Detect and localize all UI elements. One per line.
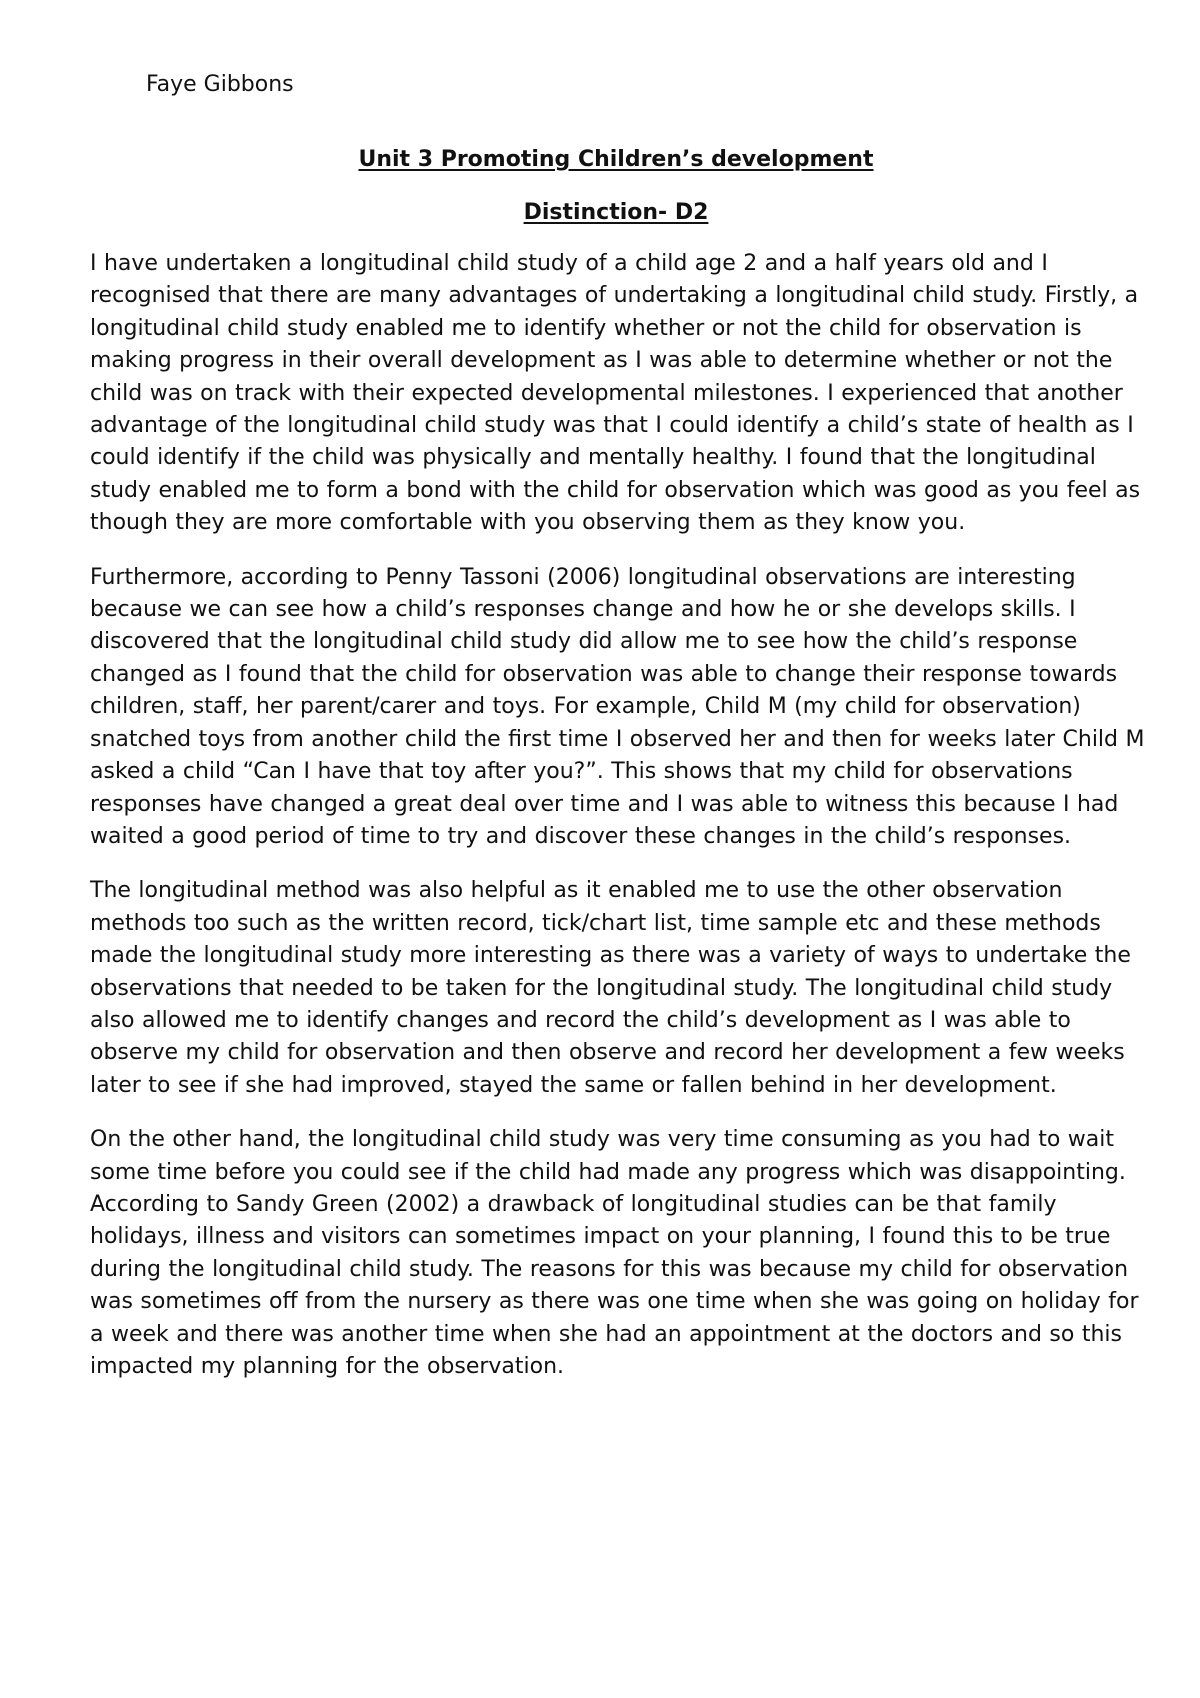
paragraph-drawbacks: On the other hand, the longitudinal child study was very time consuming as you had to wait some time before you could see if the child had made any progress which was disappointing. According to Sandy Green (2002) a drawback of longitudinal studies can be that family holidays, illness and visitors can sometimes impact on your planning, I found this to be true during the longitudinal child study. The reasons for this was because my child for observation was sometimes off from the nursery as there was one time when she was going on holiday for a week and there was another time when she had an appointment at the doctors and so this impacted my planning for the observation. [90, 1127, 1139, 1379]
paragraph-tassoni: Furthermore, according to Penny Tassoni (2006) longitudinal observations are interesting because we can see how a child’s responses change and how he or she develops skills. I discovered that the longitudinal child study did allow me to see how the child’s response changed as I found that the child for observation was able to change their response towards children, staff, her parent/carer and toys. For example, Child M (my child for observation) snatched toys from another child the first time I observed her and then for weeks later Child M asked a child “Can I have that toy after you?”. This shows that my child for observations responses have changed a great deal over time and I was able to witness this because I had waited a good period of time to try and discover these changes in the child’s responses. [90, 564, 1145, 849]
author-name: Faye Gibbons [146, 72, 294, 97]
paragraph-advantages: I have undertaken a longitudinal child study of a child age 2 and a half years old and I recognised that there are many advantages of undertaking a longitudinal child study. Firstly, a longitudinal child study enabled me to identify whether or not the child for observation is making progress in their overall development as I was able to determine whether or not the child was on track with their expected developmental milestones. I experienced that another advantage of the longitudinal child study was that I could identify a child’s state of health as I could identify if the child was physically and mentally healthy. I found that the longitudinal study enabled me to form a bond with the child for observation which was good as you feel as though they are more comfortable with you observing them as they know you. [90, 251, 1141, 536]
document-body [90, 248, 1150, 1405]
document-title: Unit 3 Promoting Children’s development [358, 147, 874, 172]
document-subtitle: Distinction- D2 [523, 200, 709, 225]
paragraph-methods: The longitudinal method was also helpful as it enabled me to use the other observation methods too such as the written record, tick/chart list, time sample etc and these methods made the longitudinal study more interesting as there was a variety of ways to undertake the observations that needed to be taken for the longitudinal study. The longitudinal child study also allowed me to identify changes and record the child’s development as I was able to observe my child for observation and then observe and record her development a few weeks later to see if she had improved, stayed the same or fallen behind in her development. [90, 878, 1131, 1098]
